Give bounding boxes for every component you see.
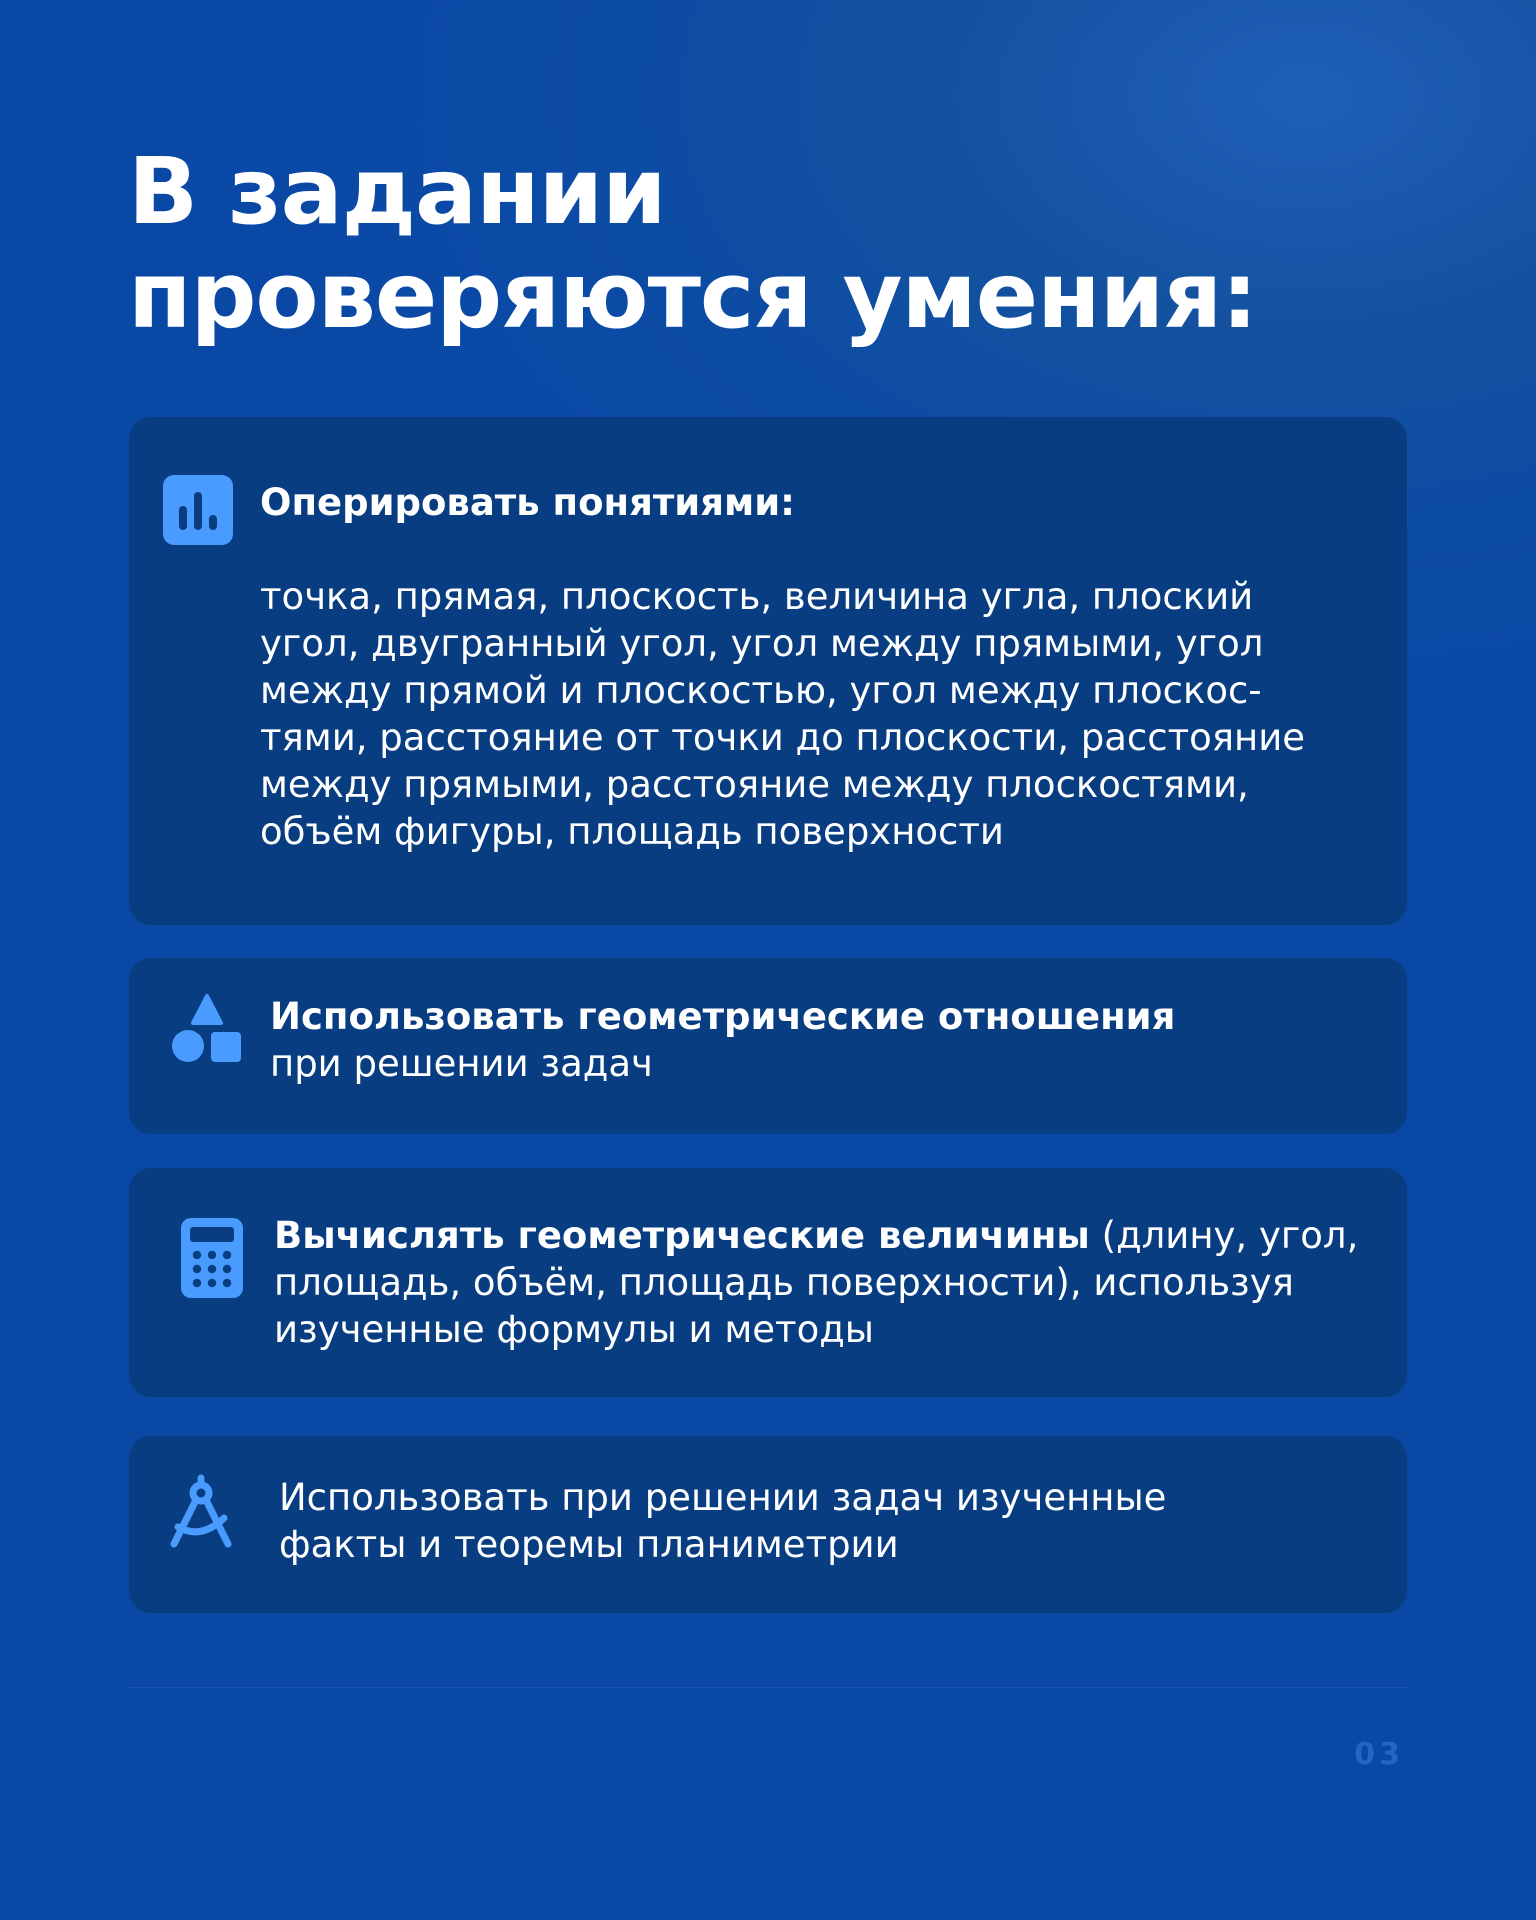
title-line-1: В задании (128, 138, 666, 245)
planimetry-line-1: Использовать при решении задач изученные (279, 1476, 1167, 1519)
concepts-line-3: между прямой и плоскостью, угол между плоскос- (260, 669, 1262, 712)
skill-card-concepts (129, 417, 1407, 925)
concepts-line-2: угол, двугранный угол, угол между прямыми, угол (260, 622, 1264, 665)
relations-text (270, 993, 1370, 1087)
calculate-text (274, 1212, 1384, 1353)
calculate-heading: Вычислять геометрические величины (274, 1214, 1090, 1257)
page-title (128, 140, 1328, 348)
concepts-line-1: точка, прямая, плоскость, величина угла, плоский (260, 575, 1254, 618)
concepts-heading: Оперировать понятиями: (260, 481, 795, 524)
planimetry-line-2: факты и теоремы планиметрии (279, 1523, 899, 1566)
relations-line-2: при решении задач (270, 1042, 653, 1085)
planimetry-text (279, 1474, 1369, 1568)
calculate-line-1-rest: (длину, угол, (1089, 1214, 1359, 1257)
skill-card-planimetry (129, 1436, 1407, 1613)
skill-card-calculate (129, 1168, 1407, 1397)
footer-divider (129, 1687, 1407, 1688)
page-number: 03 (1354, 1737, 1404, 1772)
title-line-2: проверяются умения: (128, 242, 1258, 349)
shapes-icon (171, 992, 243, 1064)
compass-icon (165, 1474, 245, 1554)
relations-heading: Использовать геометрические отношения (270, 995, 1176, 1038)
skill-card-relations (129, 958, 1407, 1134)
concepts-line-4: тями, расстояние от точки до плоскости, расстояние (260, 716, 1306, 759)
calculate-line-3: изученные формулы и методы (274, 1308, 875, 1351)
concepts-line-5: между прямыми, расстояние между плоскостями, (260, 763, 1249, 806)
calculate-line-2: площадь, объём, площадь поверхности), используя (274, 1261, 1294, 1304)
calculator-icon (181, 1218, 243, 1298)
concepts-line-6: объём фигуры, площадь поверхности (260, 810, 1004, 853)
bar-chart-icon (163, 475, 233, 545)
concepts-list (260, 573, 1390, 855)
